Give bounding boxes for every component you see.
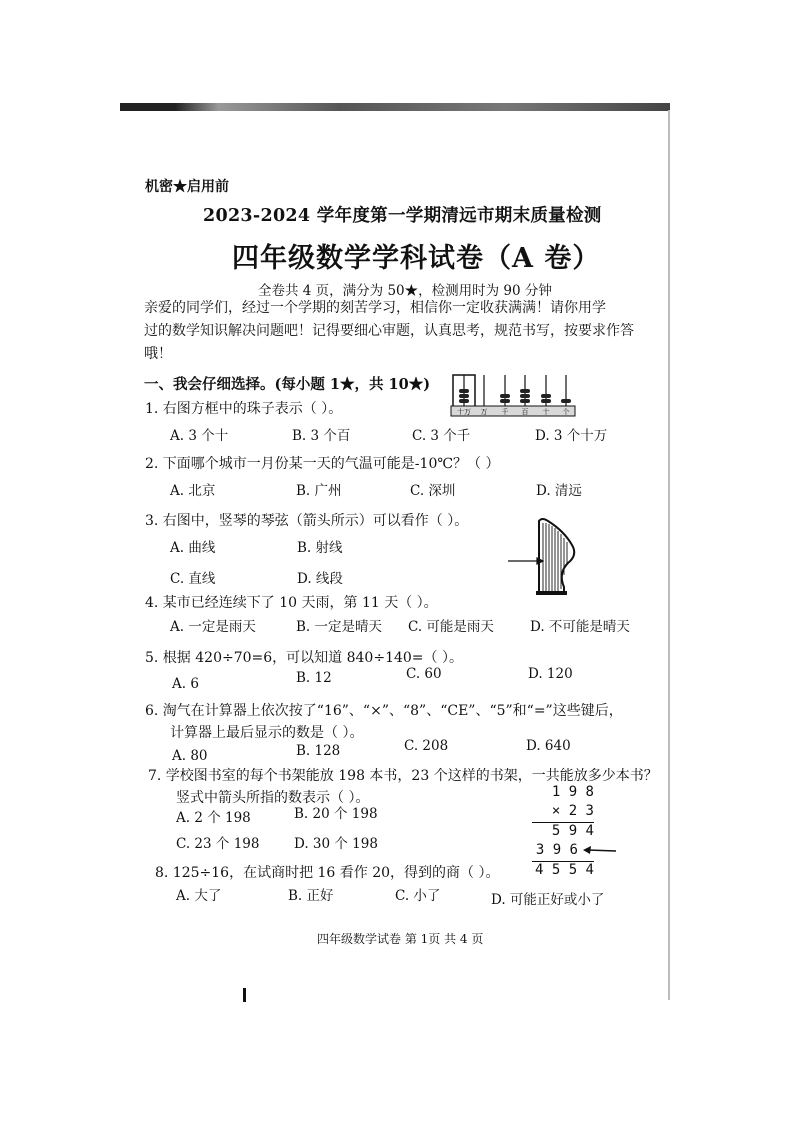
exam-title: 2023-2024 学年度第一学期清远市期末质量检测 — [203, 206, 602, 226]
question-6-option-d: D. 640 — [526, 738, 571, 754]
abacus-beads — [459, 389, 571, 403]
question-2-stem: 2. 下面哪个城市一月份某一天的气温可能是-10℃？（ ） — [145, 456, 500, 472]
abacus-label-2: 千 — [501, 408, 509, 416]
question-6-option-c: C. 208 — [404, 738, 449, 754]
question-7-stem-line-2: 竖式中箭头所指的数表示（ ）。 — [176, 790, 370, 806]
question-1-option-a: A. 3 个十 — [170, 428, 229, 444]
question-6-option-b: B. 128 — [296, 743, 341, 759]
calc-line-2: × 2 3 — [532, 803, 594, 823]
calc-line-3: 5 9 4 — [551, 823, 594, 839]
question-8-option-a: A. 大了 — [176, 888, 222, 904]
question-7-option-d: D. 30 个 198 — [294, 836, 378, 852]
question-4-stem: 4. 某市已经连续下了 10 天雨，第 11 天（ ）。 — [145, 595, 438, 611]
question-1-option-b: B. 3 个百 — [292, 428, 351, 444]
question-7-option-a: A. 2 个 198 — [176, 810, 251, 826]
question-3-option-c: C. 直线 — [170, 571, 216, 587]
subject-title: 四年级数学学科试卷（A 卷） — [232, 243, 601, 274]
harp-figure — [506, 515, 590, 597]
question-7-option-b: B. 20 个 198 — [294, 806, 378, 822]
calc-line-4: 3 9 6 — [532, 842, 594, 862]
scan-right-edge — [668, 110, 670, 1000]
question-8-option-c: C. 小了 — [395, 888, 441, 904]
question-2-option-d: D. 清远 — [536, 483, 582, 499]
intro-line-3: 哦！ — [144, 346, 172, 362]
page-footer: 四年级数学试卷 第 1页 共 4 页 — [317, 932, 484, 946]
intro-line-1: 亲爱的同学们，经过一个学期的刻苦学习，相信你一定收获满满！请你用学 — [144, 300, 606, 316]
question-1-stem: 1. 右图方框中的珠子表示（ ）。 — [145, 401, 343, 417]
question-8-option-d: D. 可能正好或小了 — [491, 892, 605, 908]
abacus-label-3: 百 — [521, 408, 529, 416]
question-4-option-d: D. 不可能是晴天 — [530, 619, 630, 635]
question-3-option-d: D. 线段 — [297, 571, 343, 587]
question-5-option-c: C. 60 — [406, 666, 442, 682]
question-4-option-a: A. 一定是雨天 — [170, 619, 256, 635]
abacus-label-0: 十万 — [457, 408, 471, 416]
question-1-option-c: C. 3 个千 — [412, 428, 471, 444]
question-4-option-b: B. 一定是晴天 — [296, 619, 383, 635]
abacus-label-4: 十 — [542, 408, 550, 416]
question-8-option-b: B. 正好 — [288, 888, 334, 904]
exam-info: 全卷共 4 页，满分为 50★，检测用时为 90 分钟 — [258, 283, 552, 299]
scan-mark — [243, 988, 246, 1002]
question-8-stem: 8. 125÷16，在试商时把 16 看作 20，得到的商（ ）。 — [155, 865, 500, 881]
question-7-stem: 7. 学校图书室的每个书架能放 198 本书，23 个这样的书架，一共能放多少本书？ — [148, 768, 658, 784]
question-2-option-b: B. 广州 — [296, 483, 342, 499]
question-7-option-c: C. 23 个 198 — [176, 836, 260, 852]
calc-line-1: 1 9 8 — [551, 784, 594, 800]
harp-arrow-icon — [508, 558, 543, 564]
question-3-option-a: A. 曲线 — [170, 540, 216, 556]
question-6-stem: 6. 淘气在计算器上依次按了“16”、“×”、“8”、“CE”、“5”和“=”这些键后， — [145, 703, 623, 719]
question-4-option-c: C. 可能是雨天 — [408, 619, 494, 635]
question-2-option-a: A. 北京 — [170, 483, 216, 499]
question-5-option-a: A. 6 — [172, 676, 199, 692]
question-5-option-b: B. 12 — [296, 670, 332, 686]
question-6-option-a: A. 80 — [172, 748, 208, 764]
vertical-calculation — [532, 784, 594, 881]
question-6-stem-line-2: 计算器上最后显示的数是（ ）。 — [170, 725, 364, 741]
intro-line-2: 过的数学知识解决问题吧！记得要细心审题，认真思考，规范书写，按要求作答 — [144, 323, 634, 339]
abacus-figure — [450, 373, 578, 419]
abacus-label-5: 个 — [562, 408, 570, 416]
confidential-label: 机密★启用前 — [145, 179, 229, 195]
question-3-stem: 3. 右图中，竖琴的琴弦（箭头所示）可以看作（ ）。 — [145, 513, 469, 529]
scan-top-edge — [120, 103, 670, 111]
question-2-option-c: C. 深圳 — [410, 483, 456, 499]
question-5-stem: 5. 根据 420÷70=6，可以知道 840÷140=（ ）。 — [145, 650, 463, 666]
question-3-option-b: B. 射线 — [297, 540, 343, 556]
question-1-option-d: D. 3 个十万 — [535, 428, 608, 444]
calc-arrow-icon — [582, 844, 618, 856]
abacus-label-1: 万 — [480, 408, 488, 416]
question-5-option-d: D. 120 — [528, 666, 573, 682]
section-1-title: 一、我会仔细选择。(每小题 1★，共 10★) — [144, 376, 431, 393]
calc-line-5: 4 5 5 4 — [534, 862, 594, 878]
